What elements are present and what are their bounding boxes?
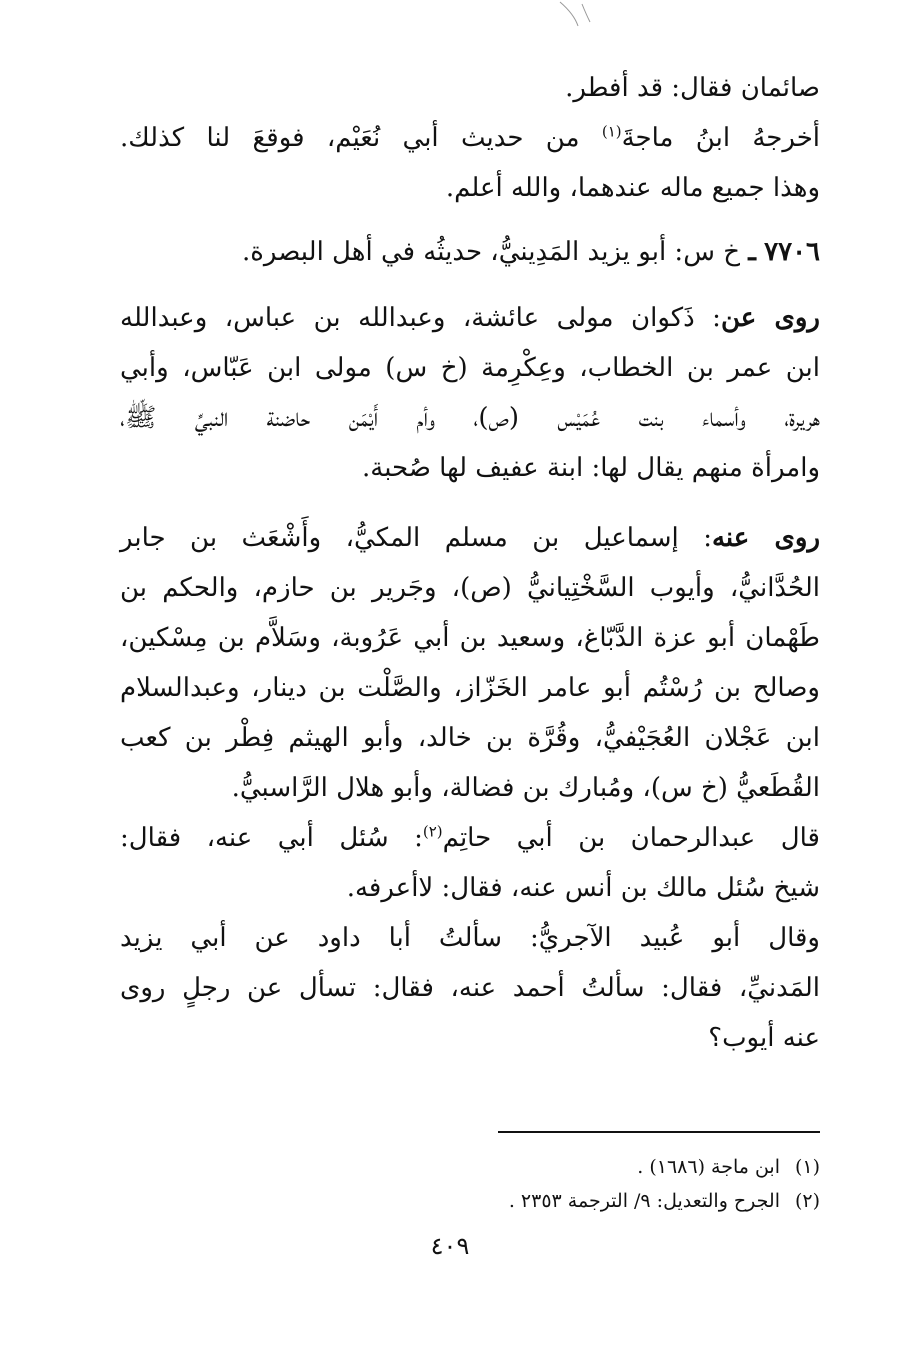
entry-heading-text: خ س: أبو يزيد المَدِينيُّ، حديثُه في أهل البصرة.: [242, 237, 740, 267]
body-line-2a: أخرجهُ ابنُ ماجةَ: [621, 123, 821, 153]
rawa-anhu-label: روى عنه: [711, 523, 821, 553]
para1-line-2: شيخ سُئل مالك بن أنس عنه، فقال: لاأعرفه.: [346, 873, 820, 903]
para2-line-1: وقال أبو عُبيد الآجريُّ: سألتُ أبا داود عن أبي يزيد: [120, 923, 820, 953]
rawa-an-line-2: ابن عمر بن الخطاب، وعِكْرِمة (خ س) مولى ابن عَبّاس، وأبي: [120, 353, 820, 383]
rawa-anhu-line-2: الحُدَّانيُّ، وأيوب السَّخْتِيانيُّ (ص)، وجَرير بن حازم، والحكم بن: [120, 573, 820, 603]
page-number: ٤٠٩: [430, 1232, 470, 1260]
page-corner-mark: [556, 0, 596, 40]
footnote-1-text: ابن ماجة (١٦٨٦) .: [637, 1156, 780, 1178]
body-line-1: صائمان فقال: قد أفطر.: [565, 73, 820, 103]
rawa-an-label: روى عن: [720, 303, 820, 333]
para1-line-1: [120, 816, 820, 860]
rawa-an-line-3: هريرة، وأسماء بنت عُمَيْس (ص)، وأم أَيْمَن حاضنة النبيِّ ﷺ،: [120, 403, 820, 433]
entry-heading: [120, 230, 820, 274]
rawa-anhu-line-5: ابن عَجْلان العُجَيْفيُّ، وقُرَّة بن خالد، وأبو الهيثم فِطْر بن كعب: [120, 723, 820, 753]
footnote-2-num: (٢): [794, 1190, 820, 1212]
rawa-an-line-1: [120, 296, 820, 340]
rawa-an-text-1: : ذَكوان مولى عائشة، وعبدالله بن عباس، وعبدالله: [120, 303, 721, 333]
para1-text-b: : سُئل أبي عنه، فقال:: [120, 823, 423, 853]
footnote-2: [120, 1186, 820, 1216]
para2-line-3: عنه أيوب؟: [708, 1023, 820, 1053]
rawa-anhu-line-6: القُطَعيُّ (خ س)، ومُبارك بن فضالة، وأبو هلال الرَّاسبيُّ.: [231, 773, 820, 803]
body-line-2b: من حديث أبي نُعَيْم، فوقعَ لنا كذلك.: [120, 123, 580, 153]
rawa-anhu-line-3: طَهْمان أبو عزة الدَّبّاغ، وسعيد بن أبي عَرُوبة، وسَلاَّم بن مِسْكين،: [120, 623, 820, 653]
para2-line-2: المَدنيِّ، فقال: سألتُ أحمد عنه، فقال: تسأل عن رجلٍ روى: [120, 973, 820, 1003]
rawa-anhu-text-1: : إسماعيل بن مسلم المكيُّ، وأَشْعَث بن جابر: [120, 523, 712, 553]
footnote-2-text: الجرح والتعديل: ٩/ الترجمة ٢٣٥٣ .: [508, 1190, 780, 1212]
footnote-ref-1: (١): [601, 122, 622, 141]
footnote-ref-2: (٢): [422, 822, 443, 841]
rawa-anhu-line-1: [120, 516, 820, 560]
footnote-1-num: (١): [794, 1156, 820, 1178]
rawa-anhu-line-4: وصالح بن رُسْتُم أبو عامر الخَزّاز، والصَّلْت بن دينار، وعبدالسلام: [120, 673, 820, 703]
rawa-an-line-4: وامرأة منهم يقال لها: ابنة عفيف لها صُحبة.: [361, 453, 820, 483]
para1-text-a: قال عبدالرحمان بن أبي حاتِم: [442, 823, 820, 853]
entry-number: ٧٧٠٦: [764, 237, 820, 267]
body-line-2: [120, 116, 820, 160]
footnote-1: [120, 1152, 820, 1182]
footnote-rule: [498, 1131, 820, 1133]
entry-dash: ـ: [748, 237, 756, 267]
body-line-3: وهذا جميع ماله عندهما، والله أعلم.: [445, 173, 820, 203]
